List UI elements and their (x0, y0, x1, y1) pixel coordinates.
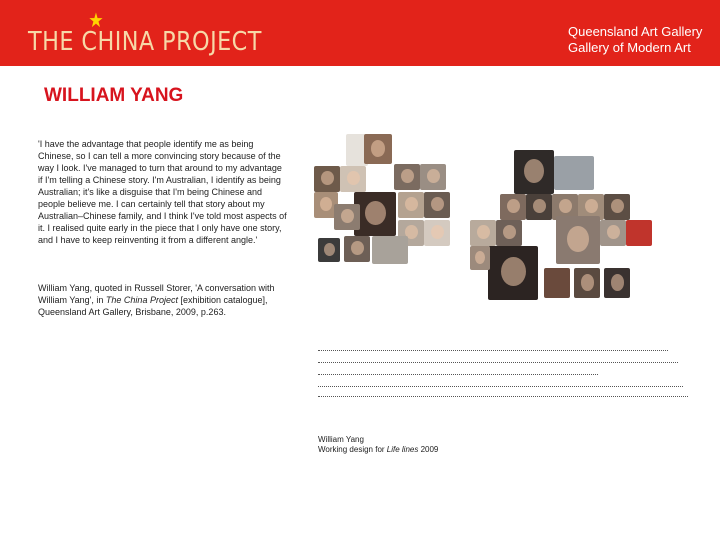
figure-caption (318, 435, 438, 455)
house-photo (554, 156, 594, 190)
portrait-photo (420, 164, 446, 190)
photo-collage-left (314, 134, 474, 274)
portrait-photo (424, 220, 450, 246)
portrait-photo-girl (354, 192, 396, 236)
portrait-photo (424, 192, 450, 218)
portrait-photo (314, 166, 340, 192)
portrait-photo (340, 166, 366, 192)
caption-work: Working design for Life lines 2009 (318, 445, 439, 454)
portrait-photo-young-man (514, 150, 554, 194)
quote-text: 'I have the advantage that people identify me as being Chinese, so I can tell a more convincing story because of the way I look. I've managed to turn that around to my advantage if I'm telling a Chinese story. I'm Australian, I identify as being Australian; it's like a disguise that I'm being Chinese and people believe me. I can certainly tell that story about my Australian–Chinese family, and I think I've told most aspects of it. I realised quite early in the piece that I only have one story, and I have to keep reinventing it from a different angle.' (38, 139, 287, 245)
portrait-photo (318, 238, 340, 262)
portrait-photo (500, 194, 526, 220)
portrait-photo-man (488, 246, 538, 300)
gallery-name (568, 24, 702, 56)
portrait-photo (334, 204, 360, 230)
gallery-line-1: Queensland Art Gallery (568, 24, 703, 39)
portrait-photo (574, 268, 600, 298)
building-photo (626, 220, 652, 246)
photo-collage-right (470, 150, 660, 310)
portrait-photo (470, 246, 490, 270)
building-photo (372, 236, 408, 264)
portrait-photo (364, 134, 392, 164)
portrait-photo (344, 236, 370, 262)
caption-work-title: Life lines (386, 445, 419, 454)
portrait-photo (496, 220, 522, 246)
caption-artist: William Yang (318, 435, 364, 444)
citation-book-title: The China Project (105, 295, 178, 305)
portrait-photo (600, 220, 626, 246)
star-icon: ★ (88, 8, 105, 32)
portrait-photo (470, 220, 496, 246)
gallery-line-2: Gallery of Modern Art (568, 40, 691, 55)
citation-text: William Yang, quoted in Russell Storer, 'A conversation with William Yang', in The China Project [exhibition catalogue], Queensland Art Gallery, Brisbane, 2009, p.263. (38, 283, 275, 317)
portrait-photo (398, 192, 424, 218)
portrait-photo (604, 194, 630, 220)
portrait-photo (394, 164, 420, 190)
handwritten-notes-image (318, 346, 698, 402)
shrine-photo (544, 268, 570, 298)
page-title: WILLIAM YANG (44, 85, 184, 106)
portrait-photo-older-woman (556, 216, 600, 264)
china-project-logo: THE CH ★ INA PROJECT (28, 8, 262, 57)
header-banner (0, 0, 720, 66)
portrait-photo (604, 268, 630, 298)
portrait-photo (526, 194, 552, 220)
